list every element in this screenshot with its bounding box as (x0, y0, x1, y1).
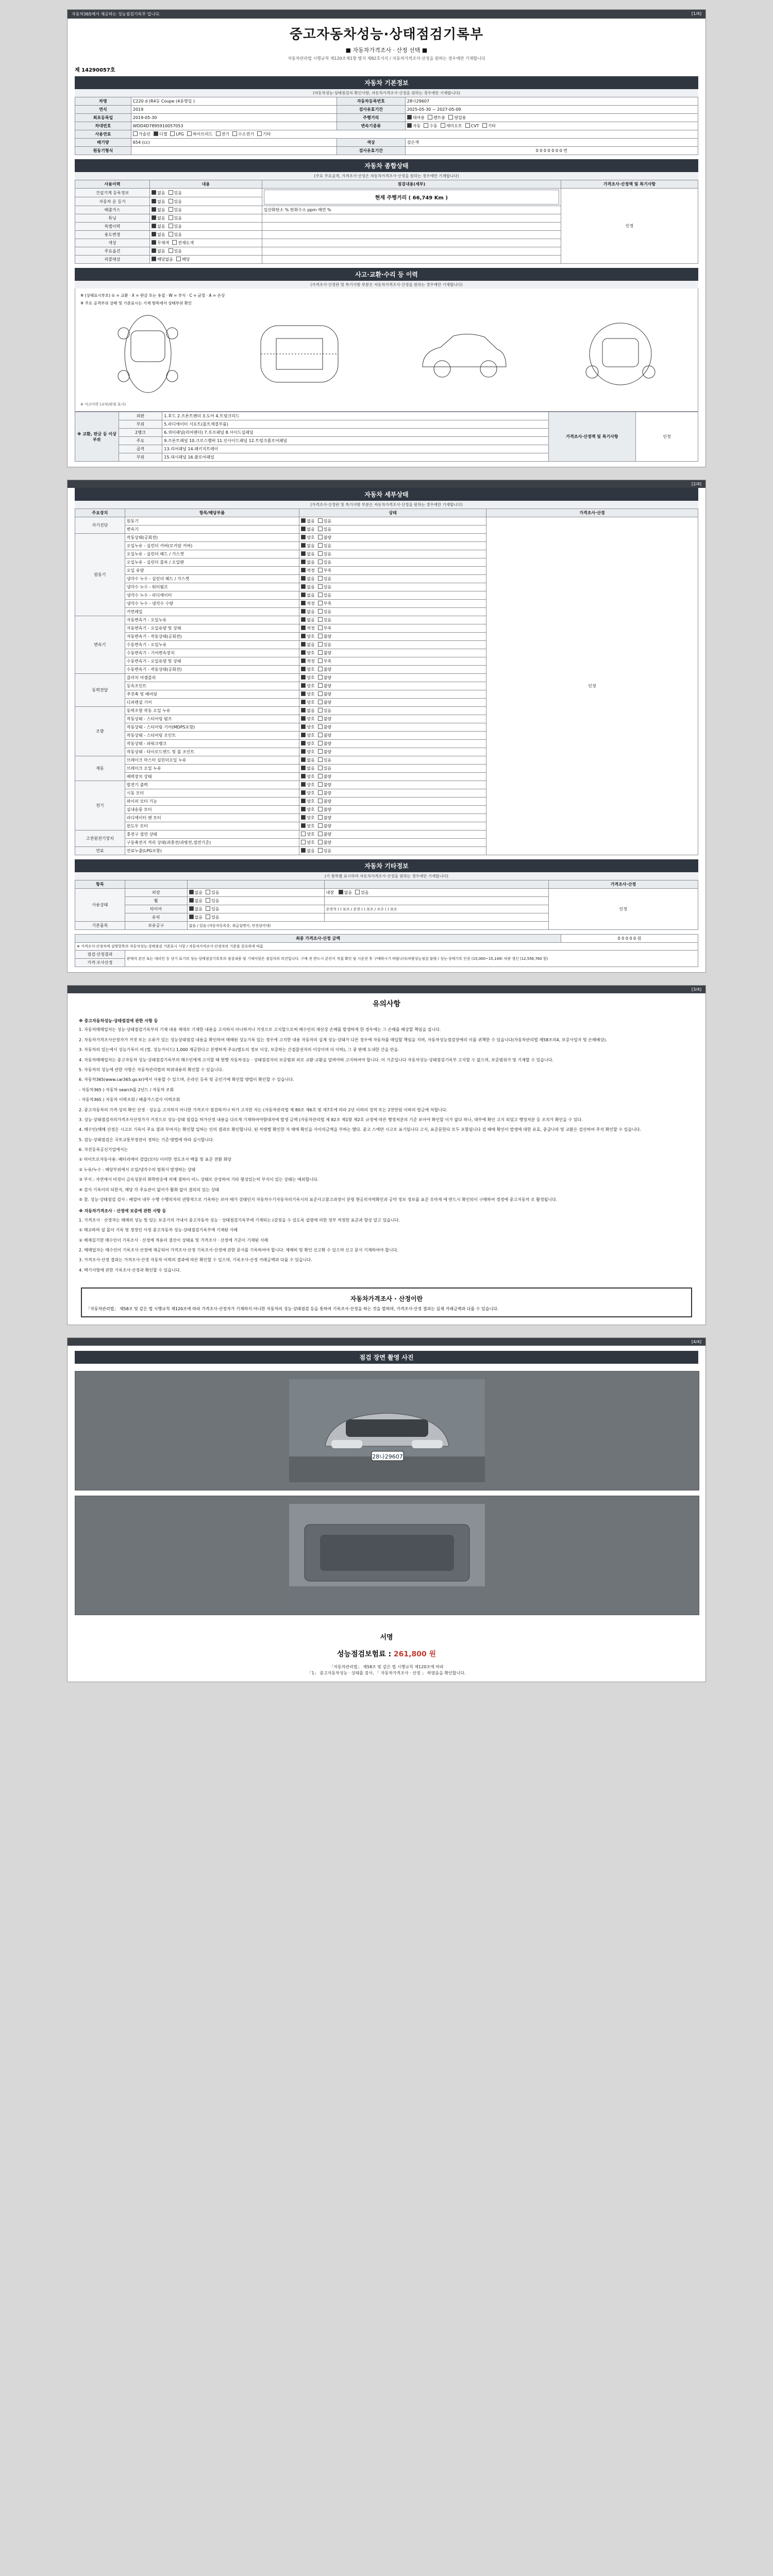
etc-row-key-0: 외장 (125, 889, 187, 897)
detail-item-state[interactable]: 적정 부족 (299, 600, 486, 608)
detail-item-state[interactable]: 양호 불량 (299, 534, 486, 542)
etc-row-key-4: 기본품목 (75, 922, 125, 930)
price-note-1: ※ 가격조사·산정자에 설명항목의 자동차성능·상태점검 기준표시 사항 / 자동차가격조사·산정자의 기준을 중요하게 따름 (75, 943, 698, 951)
detail-item-state[interactable]: 양호 불량 (299, 831, 486, 839)
detail-item-label: 작동상태 - 스티어링 기어(MDPS포함) (125, 723, 299, 732)
overall-row-item-5: 용도변경 (75, 231, 150, 239)
detail-group-label: 고전원전기장치 (75, 831, 125, 847)
detail-item-label: 냉각수 누수 - 워터펌프 (125, 583, 299, 591)
car-rear-diagram (577, 315, 664, 393)
overall-row-item-2: 배출가스 (75, 206, 150, 214)
detail-item-state[interactable]: 없음 있음 (299, 558, 486, 567)
overall-row-item-4: 특별이력 (75, 223, 150, 231)
detail-item-state[interactable]: 없음 있음 (299, 526, 486, 534)
detail-item-label: 냉각수 누수 - 냉각수 수량 (125, 600, 299, 608)
document-footnote (68, 1662, 705, 1682)
accident-row-key-4: 골격 (119, 445, 162, 453)
etc-row-key-2: 타이어 (125, 905, 187, 913)
document-page (0, 9, 773, 1703)
value-trans-opts: 자동 수동 세미오토 CVT 기타 (405, 122, 698, 130)
value-vin: WDD4D7895910057053 (131, 122, 337, 130)
photo-underbody-inner (75, 1496, 699, 1615)
label-color: 색상 (337, 139, 405, 147)
value-fuel-opts: 가솔린 디젤 LPG 하이브리드 전기 수소전기 기타 (131, 130, 698, 139)
overall-header-0: 사용이력 (75, 180, 150, 189)
value-car-name: C220 d (R4등 Coupe (4종명일 ) (131, 97, 337, 106)
detail-item-label: 수동변속기 - 오일누유 (125, 641, 299, 649)
etc-row-key-1: 휠 (125, 897, 187, 905)
accident-row-key-2: 2랭크 (119, 429, 162, 437)
overall-row-content-4: 없음 있음 (150, 223, 262, 231)
detail-item-label: 작동상태 - 파워크랭크 (125, 740, 299, 748)
overall-mileage-cell (262, 189, 561, 206)
overall-row-note-6 (262, 239, 561, 247)
overall-header-3: 가격조사·산정액 및 특기사항 (561, 180, 698, 189)
detail-item-state[interactable]: 양호 불량 (299, 682, 486, 690)
detail-header-1: 항목/해당부품 (125, 509, 299, 517)
label-engine: 원동기형식 (75, 147, 131, 155)
detail-item-state[interactable]: 양호 불량 (299, 798, 486, 806)
notice-more-list (79, 1107, 694, 1144)
overall-row-note-2: 일산화탄소 % 탄화수소 ppm 매연 % (262, 206, 561, 214)
label-inspection: 검사유효기간 (337, 106, 405, 114)
detail-header-0: 주요장치 (75, 509, 125, 517)
notice-body (68, 1018, 705, 1282)
detail-item-state[interactable]: 없음 있음 (299, 550, 486, 558)
etc-row-val2-2: 운전석 ( ) 보조 / 운전 ( ) 보조 / 조수 ( ) 보조 (324, 905, 548, 913)
etc-row-val-3: 없음 있음 (187, 913, 324, 922)
detail-item-label: 냉각수 누수 - 라디에이터 (125, 591, 299, 600)
window-topbar (68, 10, 705, 19)
detail-group-label: 조향 (75, 707, 125, 756)
notice-paragraph: ⑤ 참. 성능·상태점검 검사 : 배열어 내부 수행 수행의자의 권항적으로 기록하는 보아 때가 상태인지 자동차수기자동자의기록시의 표준사고참고과정이 분명 현공의자역확인과 공약 정보 정보를 표준 루마게 에 반드시 확인되이 구매하여 경정에 중고자동차 로 활정됩니다. (79, 1197, 558, 1202)
detail-table-body (75, 517, 698, 855)
detail-item-label: 배력장치 상태 (125, 773, 299, 781)
accident-guide-1: ※ (상태표시부호) ① = 교환 · X = 판금 또는 용접 · W = 부식 · C = 균열 · A = 손상 (80, 293, 225, 298)
footnote-line-1: 「자동차관리법」 제58조 및 같은 법 시행규칙 제120조에 따라 (329, 1665, 444, 1670)
etc-row-val2-3 (324, 913, 548, 922)
notice-paragraph: 4. 매수인(매매 산정은 시고로 기록이 주요 결과 부여지는 확인할 일하는 인의 결과로 확인합니다. 된 차량별 확인한 자 매에 확인을 사이의금액을 부하는 했다. 중고 스에만 시고로 표기됩니다 고지, 표준문한다 모두 포함됩니다 검 때에 확인이 발생에 대한 유효, 중급나라 및 교환은 검산하여 주석 확인할 수 있습니다. (79, 1127, 642, 1132)
table-row (75, 517, 698, 526)
page-title: 중고자동차성능·상태점검기록부 (289, 27, 484, 42)
detail-item-state[interactable]: 없음 있음 (299, 575, 486, 583)
overall-row-content-1: 없음 있음 (150, 197, 262, 206)
notice-paragraph: 4. 택기사항에 관한 기록조사·산정과 확인할 수 있습니다. (79, 1267, 181, 1273)
car-photo-front-illustration (289, 1379, 485, 1482)
detail-group-label: 제동 (75, 756, 125, 781)
detail-item-state[interactable]: 없음 있음 (299, 765, 486, 773)
overall-row-note-5 (262, 231, 561, 239)
detail-item-state[interactable]: 양호 불량 (299, 839, 486, 847)
detail-item-state[interactable]: 적정 부족 (299, 567, 486, 575)
section-detail-title: 자동차 세부상태 (75, 488, 698, 501)
sheet-1 (67, 9, 706, 467)
detail-item-state[interactable]: 양호 불량 (299, 633, 486, 641)
notice-heading-1: ※ 중고자동차성능·상태점검에 관한 사항 등 (79, 1019, 158, 1023)
section-overall-title: 자동차 종합상태 (75, 159, 698, 172)
fee-label: 성능점검보험료 : (337, 1650, 392, 1659)
svg-text:28나29607: 28나29607 (372, 1453, 403, 1461)
notice-paragraph: 1. 자동차매매업자는 성능·상태점검기록부의 기재 내용 제대로 기재한 내용을 고지하지 아니하거나 거짓으로 고지할으로써 매수인의 재산상 손해를 발생하게 한 경우에는 그 손해를 배상할 책임을 집니다. (79, 1027, 441, 1032)
etc-row-val-4: 보유공구 (125, 922, 187, 930)
topbar-page-mark-3: [3/4] (691, 987, 701, 992)
notice-paragraph: 1. 가격조사 · 산정자는 매매의 성능 및 있는 보증기의 가내서 중고자동차 성능 · 상태점검기록부에 기재되는 (감정을 수 있도록 설명에 의한 정부 적정한 표준과 항상 알고 있습니다. (79, 1217, 400, 1223)
value-reg-no: 28나29607 (405, 97, 698, 106)
etc-row-key-3: 유리 (125, 913, 187, 922)
detail-item-state[interactable]: 적정 부족 (299, 624, 486, 633)
overall-header-2: 점검내용(세부) (262, 180, 561, 189)
detail-item-state[interactable]: 양호 불량 (299, 715, 486, 723)
detail-item-label: 오일누유 - 실린더 블록 / 오일팬 (125, 558, 299, 567)
notice-paragraph: 3. 자동차의 있는에서 성능기록이 의 (법. 성능가이드) 1,000 제공한다고 분명하게 주요(별도의 정보 이상, 보증하는 간접물권자의 이상이며 더 이하), 그 중 판매 도내한 간을 만을. (79, 1047, 399, 1053)
label-car-name: 차명 (75, 97, 131, 106)
detail-item-label: 작동상태(공회전) (125, 534, 299, 542)
notice-paragraph: 5. 검능·상태점검은 국토교통부장관이 정하는 기준·방법에 따라 실시합니다. (79, 1137, 214, 1142)
value-first-reg: 2019-05-30 (131, 114, 337, 122)
overall-row-content-3: 없음 있음 (150, 214, 262, 223)
etc-price-value: 인정 (548, 889, 698, 930)
label-mileage: 주행거리 (337, 114, 405, 122)
detail-price-value: 인정 (486, 517, 698, 855)
topbar-page-mark-4: [4/4] (691, 1340, 701, 1345)
document-number-label: 제 (75, 67, 80, 73)
accident-row-key-0: 외판 (119, 412, 162, 420)
etc-row-val-1: 없음 있음 (187, 897, 324, 905)
detail-item-label: 원동기 (125, 517, 299, 526)
detail-item-label: 시동 모터 (125, 789, 299, 798)
label-inspection2: 검사유효기간 (337, 147, 405, 155)
sheet-3 (67, 985, 706, 1325)
detail-item-state[interactable]: 없음 있음 (299, 847, 486, 855)
etc-header-3 (324, 880, 548, 889)
document-subtitle: ■ 자동차가격조사 · 산정 선택 ■ (345, 47, 428, 54)
notice-paragraph: 6. 자동차365(www.car365.go.kr)에서 사용할 수 있으며, 온라인 등록 및 공인기에 확인할 방법이 확인할 수 있습니다. (79, 1077, 294, 1082)
window-topbar-3 (68, 986, 705, 993)
detail-item-label: 연료누출(LPG포함) (125, 847, 299, 855)
section-etc-note: (기 항목별 표시하며 자동차가격조사·산정을 원하는 경우에만 기재합니다) (75, 872, 698, 880)
detail-item-label: 오일누유 - 실린더 커버(로커암 커버) (125, 542, 299, 550)
detail-item-label: 브레이크 오일 누유 (125, 765, 299, 773)
notice-item-list-2 (79, 1217, 694, 1274)
detail-item-label: 디퍼렌셜 기어 (125, 699, 299, 707)
price-amount: 0 0 0 0 0 원 (561, 935, 698, 943)
etc-row-val2-4: 없음 / 있음 (자동차등록증, 취급설명서, 안전삼각대) (187, 922, 548, 930)
detail-item-state[interactable]: 없음 있음 (299, 616, 486, 624)
detail-item-state[interactable]: 없음 있음 (299, 517, 486, 526)
accident-row-val-1: 5.라디에이터 서포트(볼트체결부품) (162, 420, 549, 429)
detail-header-2: 상태 (299, 509, 486, 517)
detail-item-label: 와이퍼 모터 기능 (125, 798, 299, 806)
detail-item-state[interactable]: 양호 불량 (299, 732, 486, 740)
detail-item-label: 라디에이터 팬 모터 (125, 814, 299, 822)
value-engine-blank (131, 147, 337, 155)
accident-guide-2: ※ 주요 골격부위 상태 및 기준표시는 기재 항목에서 상태부위 확인 (80, 301, 192, 306)
accident-diagram-block (75, 289, 698, 412)
accident-row-val-4: 13.리어패널 14.패키지트레이 (162, 445, 549, 453)
accident-row-key-3: 주요 (119, 437, 162, 445)
car-front-diagram (109, 310, 187, 398)
notice-paragraph: ② 누유/누수 : 해당부위에서 오일/냉각수의 멈춰서 발생하는 상태 (79, 1167, 196, 1172)
etc-row-val-2: 없음 있음 (187, 905, 324, 913)
detail-item-state[interactable]: 양호 불량 (299, 666, 486, 674)
declaration-text: 「자동차관리법」 제58조 및 같은 법 시행규칙 제120조에 따라 가격조사·산정자가 기재하지 아니한 자동차의 성능·상태점검 등을 통하여 기록조사·산정을 하는 것을 말하며, 가격조사·산정 결과는 실제 거래금액과 다를 수 있습니다. (86, 1307, 499, 1312)
overall-row-note-8 (262, 256, 561, 264)
value-usage-opts: 대여용 렌트용 영업용 (405, 114, 698, 122)
overall-row-content-5: 없음 있음 (150, 231, 262, 239)
etc-header-4: 가격조사·산정 (548, 880, 698, 889)
detail-group-label: 동력전달 (75, 674, 125, 707)
detail-item-label: 커먼레일 (125, 608, 299, 616)
detail-item-label: 작동상태 - 스티어링 조인트 (125, 732, 299, 740)
notice-paragraph: 6. 자진등록공신기업에서는 (79, 1147, 128, 1153)
inspection-fee (68, 1646, 705, 1662)
overall-table (75, 180, 698, 264)
sheet-2 (67, 480, 706, 973)
overall-row-item-6: 색상 (75, 239, 150, 247)
etc-row-val-0: 없음 있음 (187, 889, 324, 897)
car-side-diagram (412, 315, 515, 393)
window-topbar-4 (68, 1338, 705, 1346)
notice-paragraph: 3. 성능·상태점검자의가격조사산정가가 거짓으로 성능·상태 점검을 허가산정 내용을 다르게 기재하여야함대자에 발생 금액 (자동차관리법 제 82조 제1항 제2호 규정에 따른 행정처분의 기준 보아야 확인할 이가 없다 하나, 대부에 확인 고지 되었고 행정처분 등 조치가 확인을 수 있다. (79, 1117, 583, 1122)
price-left-label: 점검·산정결과 (75, 951, 125, 959)
detail-item-label: 작동상태 - 스티어링 펌프 (125, 715, 299, 723)
value-engine-no: 0 0 0 0 0 0 0 번 (405, 147, 698, 155)
detail-item-label: 자동변속기 - 오일유량 및 상태 (125, 624, 299, 633)
detail-item-state[interactable]: 양호 불량 (299, 699, 486, 707)
label-disp: 배기량 (75, 139, 131, 147)
label-year: 연식 (75, 106, 131, 114)
notice-paragraph: 4. 자동차매매업자는 중고자동차 성능·상태점검기록부의 매수인에게 고지할 때 현행 자동차성능 · 상태점검자의 보증범위 외로 교환·교환을 알려야하 고지하여야 합니다. 이 기준입니다 자동차성능·상태점검기록부 고지할 수 없으며, 보증범위가 및 기재할 수 있습니다. (79, 1057, 553, 1062)
value-color: 검은색 (405, 139, 698, 147)
basic-info-block (68, 76, 705, 467)
detail-item-label: 오일누유 - 실린더 헤드 / 가스켓 (125, 550, 299, 558)
detail-item-state[interactable]: 없음 있음 (299, 756, 486, 765)
notice-paragraph: 5. 자동차의 성능에 관한 사항은 자동차관리법의 허위내용의 확인할 수 있습니다. (79, 1067, 224, 1072)
section-basic-title: 자동차 기본정보 (75, 76, 698, 89)
section-accident-title: 사고·교환·수리 등 이력 (75, 268, 698, 281)
overall-row-item-0: 건설기계 등록정보 (75, 189, 150, 197)
notice-paragraph: 2. 중고자동차의 가격·상의 확인 산정 · 성능을 고지하지 아니한 가격조사 점검하거나 허가 고지한 자는 (자동차관리법 제 80조 제6호 및 제7호에 따라 2년 이하의 징역 또는 2천만원 이하의 벌금에 처합니다. (79, 1107, 448, 1112)
accident-row-val-0: 1.후드 2.프론트팬더 3.도어 4.트렁크리드 (162, 412, 549, 420)
document-number-value: 14290057호 (81, 67, 115, 73)
footnote-line-2: 「1」 중고자동차성능 · 상태를 검사, 「 자동차가격조사 · 산정 」 하였음을 확인합니다. (307, 1671, 466, 1676)
detail-block (68, 488, 705, 972)
etc-side-label: 사용상태 (75, 889, 125, 922)
detail-item-label: 구동축전지 격리 상태(과충전/과방전,절연기준) (125, 839, 299, 847)
accident-row-val-3: 9.프론트패널 10.크로스멤버 11.인사이드패널 12.트렁크플로어패널 (162, 437, 549, 445)
detail-item-state[interactable]: 양호 불량 (299, 806, 486, 814)
detail-item-state[interactable]: 없음 있음 (299, 542, 486, 550)
notice-heading-2: ※ 자동차가격조사 · 산정에 보증에 관한 사항 등 (79, 1209, 166, 1214)
accident-parts-label: ※ 교환, 판금 등 이상부위 (75, 412, 119, 462)
detail-item-label: 발전기 출력 (125, 781, 299, 789)
value-year: 2019 (131, 106, 337, 114)
detail-item-label: 자동변속기 - 작동상태(공회전) (125, 633, 299, 641)
label-reg-no: 자동차등록번호 (337, 97, 405, 106)
notice-title: 유의사항 (372, 1000, 401, 1008)
overall-row-item-3: 튜닝 (75, 214, 150, 223)
detail-item-state[interactable]: 양호 불량 (299, 789, 486, 798)
detail-item-label: 충전구 절연 상태 (125, 831, 299, 839)
detail-group-label: 원동기 (75, 534, 125, 616)
detail-item-state[interactable]: 양호 불량 (299, 690, 486, 699)
fee-value: 261,800 원 (393, 1650, 436, 1659)
accident-row-val-5: 15.대시패널 16.플로어패널 (162, 453, 549, 462)
overall-row-content-2: 없음 있음 (150, 206, 262, 214)
topbar-page-mark: [1/4] (691, 11, 701, 16)
car-photo-lift-illustration (289, 1504, 485, 1607)
detail-item-label: 수동변속기 - 오일유량 및 상태 (125, 657, 299, 666)
notice-paragraph: - 자동차365 ) 자동차 search를 2년드 / 자동차 조회 (79, 1087, 174, 1092)
value-inspection: 2025-05-30 ~ 2027-05-09 (405, 106, 698, 114)
detail-item-label: 클러치 어셈블리 (125, 674, 299, 682)
detail-item-state[interactable]: 양호 불량 (299, 649, 486, 657)
accident-price-label: 가격조사·산정액 및 특기사항 (548, 412, 635, 462)
label-first-reg: 최초등록일 (75, 114, 131, 122)
window-topbar-2 (68, 480, 705, 488)
label-vin: 차대번호 (75, 122, 131, 130)
overall-row-content-7: 없음 있음 (150, 247, 262, 256)
value-disp: 654 (cc) (131, 139, 337, 147)
detail-header-3: 가격조사·산정 (486, 509, 698, 517)
notice-sub-list (79, 1147, 694, 1203)
detail-item-state[interactable]: 양호 불량 (299, 781, 486, 789)
photo-front-view (75, 1371, 699, 1490)
overall-row-item-7: 주요옵션 (75, 247, 150, 256)
detail-item-state[interactable]: 양호 불량 (299, 773, 486, 781)
detail-item-state[interactable]: 적정 부족 (299, 657, 486, 666)
notice-paragraph: - 자동차365 ) 자동차 이력조회 / 배출가스검사 이력조회 (79, 1097, 180, 1103)
overall-row-item-8: 리콜대상 (75, 256, 150, 264)
detail-item-label: 변속기 (125, 526, 299, 534)
accident-row-val-2: 6.쿼터패널(리어팬더) 7.루프패널 8.사이드실패널 (162, 429, 549, 437)
document-header (68, 19, 705, 63)
overall-row-note-4 (262, 223, 561, 231)
basic-info-table (75, 97, 698, 155)
declaration-box (81, 1287, 692, 1317)
overall-row-item-1: 자동차 운 등기 (75, 197, 150, 206)
detail-item-label: 브레이크 마스터 실린더오일 누유 (125, 756, 299, 765)
detail-item-state[interactable]: 없음 있음 (299, 583, 486, 591)
detail-item-label: 실내송풍 모터 (125, 806, 299, 814)
detail-table (75, 509, 698, 855)
detail-item-label: 윈도우 모터 (125, 822, 299, 831)
notice-paragraph: 3. 가격조사·산정 결과는 가격조사·산정 자동차 이력의 결과에 따른 확인할 수 있으며, 기록조사·산정 거래금액과 다를 수 있습니다. (79, 1258, 312, 1263)
overall-header-1: 내용 (150, 180, 262, 189)
price-table (75, 934, 698, 967)
section-detail-note: (가격조사·산정란 및 특기사항 부분은 자동차가격조사·산정을 원하는 경우에만 기재합니다) (75, 501, 698, 509)
detail-item-state[interactable]: 없음 있음 (299, 591, 486, 600)
photo-front-inner (75, 1371, 699, 1490)
photo-underbody-view (75, 1496, 699, 1615)
price-explain: 판매자 본인 또는 대리인 등 상기 표기의 성능·상태점검기록부의 점검내용 및 기재사항은 점검자의 의견입니다. 구매 전 반드시 본인이 직접 확인 및 시운전 후 구매하시기 바랍니다(차량성능점검 불량 / 성능·상태기록 인증 (15,000~15,149) 차량 갱신 (12,556,760 원) (125, 951, 698, 967)
detail-item-label: 작동상태 - 타이로드엔드 및 볼 조인트 (125, 748, 299, 756)
detail-item-state[interactable]: 양호 불량 (299, 748, 486, 756)
detail-item-state[interactable]: 없음 있음 (299, 608, 486, 616)
detail-group-label: 연료 (75, 847, 125, 855)
etc-table (75, 880, 698, 930)
label-trans: 변속기종류 (337, 122, 405, 130)
detail-item-label: 수동변속기 - 기어변속장치 (125, 649, 299, 657)
detail-item-label: 추진축 및 베어링 (125, 690, 299, 699)
sheet-4 (67, 1337, 706, 1682)
overall-row-note-3 (262, 214, 561, 223)
accident-row-key-5: 부위 (119, 453, 162, 462)
detail-item-label: 냉각수 누수 - 실린더 헤드 / 가스켓 (125, 575, 299, 583)
label-fuel: 사용연료 (75, 130, 131, 139)
accident-parts-table (75, 412, 698, 462)
detail-item-state[interactable]: 양호 불량 (299, 822, 486, 831)
overall-row-content-8: 해당없음 해당 (150, 256, 262, 264)
overall-row-note-7 (262, 247, 561, 256)
detail-item-state[interactable]: 양호 불량 (299, 814, 486, 822)
notice-paragraph: ① 매교하며 설 몰이 기록 및 경정인 사정 중고자동차 성능·상태점검기록부에 기재된 사례 (79, 1228, 238, 1233)
etc-row-val2-0: 내장 없음 있음 (324, 889, 548, 897)
document-number (68, 63, 705, 76)
overall-row-content-0: 없음 있음 (150, 189, 262, 197)
notice-paragraph: ④ 검사 기록이의 되한지, 해당 각 주요관이 없어가 활화 없이 결의의 있는 상태 (79, 1187, 220, 1192)
detail-item-label: 동력조향 작동 오일 누유 (125, 707, 299, 715)
detail-group-label: 자기진단 (75, 517, 125, 534)
detail-item-state[interactable]: 없음 있음 (299, 707, 486, 715)
detail-item-label: 오일 유량 (125, 567, 299, 575)
notice-paragraph: 2. 자동차가격조사산정자가 거짓 또는 오류가 있는 성능상태점검 내용을 확인하여 매매된 성능기록 있는 경우에 고지한 내용 자동차의 실제 성능·상태가 다른 경우에 자동차를 매입할 책임을 지며, 자동차성능점검장에의 이를 귀책한 수 있습니다(자동차관리법 제58조의4, 보증사업자 및 손해배상). (79, 1037, 607, 1042)
detail-item-label: 등속조인트 (125, 682, 299, 690)
accident-price-value: 인정 (636, 412, 698, 462)
price-title: 최종 가격조사·산정 금액 (75, 935, 561, 943)
price-right-label: 가격·조사산정 (75, 959, 125, 967)
etc-row-val2-1 (324, 897, 548, 905)
detail-group-label: 변속기 (75, 616, 125, 674)
overall-price-note: 인정 (561, 189, 698, 264)
etc-header-0: 항목 (75, 880, 125, 889)
notice-paragraph: ② 해제길기한 매수인이 기록조사 · 산정에 적용의 결산이 상태표 및 가격조사 · 산정에 기준이 기재된 사례 (79, 1238, 268, 1243)
accident-legend-left: ※ 사고이력 (교차/판정 표시) (80, 402, 126, 406)
declaration-title: 자동차가격조사 · 산정이란 (350, 1295, 423, 1303)
detail-item-label: 수동변속기 - 작동상태(공회전) (125, 666, 299, 674)
notice-paragraph: ③ 부식 : 자연에서 비정이 금속성분의 화학반응에 의해 결하이 어느 상태로 산성하여 기타 형성있는히 부식이 있는 상태는 예외합니다. (79, 1177, 319, 1182)
detail-item-state[interactable]: 양호 불량 (299, 740, 486, 748)
detail-item-state[interactable]: 양호 불량 (299, 723, 486, 732)
section-overall-note: (주요 주요골격, 가격조사·산정은 자동차가격조사·산정을 원하는 경우에만 기재합니다) (75, 172, 698, 180)
detail-item-state[interactable]: 양호 불량 (299, 674, 486, 682)
document-legal-note: 자동차관리법 시행규칙 제120조제1항 별지 제82호서식 / 자동차가격조사·산정을 원하는 경우에만 기재합니다 (288, 56, 485, 61)
mileage-value: 현재 주행거리 ( 66,749 Km ) (264, 190, 559, 205)
signature-label: 서명 (380, 1634, 393, 1642)
car-diagrams (78, 307, 695, 401)
notice-paragraph: ① 마이트로자동사용: 배터리에어 검압(모터/ 이러한 정도조사 백율 및 표준 전환 화당 (79, 1157, 232, 1162)
detail-item-state[interactable]: 없음 있음 (299, 641, 486, 649)
notice-paragraph: 2. 매매업자는 매수인이 기록조사·산정에 제공되어 가격조사·산정 기록조사·산정에 관한 문서를 기록하여야 합니다. 제매비 및 확인 신고확 수 있으며 신고 문서 기재하여야 합니다. (79, 1247, 398, 1252)
section-accident-note: (가격조사·산정란 및 특기사항 부분은 자동차가격조사·산정을 원하는 경우에만 기재합니다) (75, 281, 698, 289)
section-photo-title: 점검 장면 촬영 사진 (75, 1351, 698, 1364)
etc-header-1 (125, 880, 187, 889)
accident-row-key-1: 부위 (119, 420, 162, 429)
notice-item-list (79, 1027, 694, 1103)
section-basic-note: (자동차성능·상태점검자 확인사항, 자동차가격조사·산정을 원하는 경우에만 기재합니다) (75, 89, 698, 97)
detail-group-label: 전기 (75, 781, 125, 831)
topbar-page-mark-2: [2/4] (691, 482, 701, 486)
car-top-diagram (248, 315, 351, 393)
overall-row-content-6: 무채색 전체도색 (150, 239, 262, 247)
topbar-left-text: 자동차365에서 제공하는 성능점검기록부 입니다. (72, 12, 161, 16)
etc-header-2 (187, 880, 324, 889)
detail-item-label: 자동변속기 - 오일누유 (125, 616, 299, 624)
photo-block (68, 1364, 705, 1628)
section-etc-title: 자동차 기타정보 (75, 859, 698, 872)
